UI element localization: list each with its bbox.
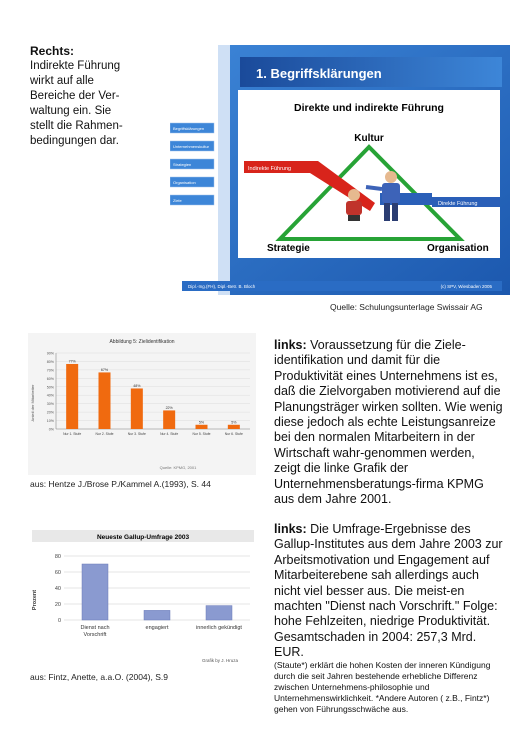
chart1-ylabel: Anteil der Mitarbeiter <box>30 384 35 422</box>
links1-label: links: <box>274 338 307 352</box>
chart1-category-label: Nur 4. Stufe <box>160 432 179 436</box>
left-caption-line: Bereiche der Ver- <box>30 90 120 102</box>
chart2-frame <box>28 528 258 666</box>
chart2-bar <box>82 564 108 620</box>
chart1-category-label: Nur 1. Stufe <box>63 432 82 436</box>
chart1-value-label: 67% <box>100 367 109 372</box>
label-organisation: Organisation <box>427 243 489 254</box>
presentation-slide <box>170 45 510 295</box>
chart2-ytick: 40 <box>54 586 61 592</box>
chart1-ytick: 0% <box>48 427 54 432</box>
chart1-ytick: 20% <box>46 410 54 415</box>
chart2-title: Neueste Gallup-Umfrage 2003 <box>96 534 190 541</box>
slide-menu-item: Strategien <box>173 162 192 167</box>
left-caption-line: bedingungen dar. <box>30 135 119 147</box>
slide-left-margin <box>170 45 218 295</box>
slide-title: 1. Begriffsklärungen <box>256 66 382 81</box>
chart2-ytick: 80 <box>54 554 61 560</box>
left-caption-line: wirkt auf alle <box>30 75 94 87</box>
chart1-bar <box>66 364 78 429</box>
chart1-value-label: 77% <box>68 359 76 364</box>
slide-left-strip <box>218 45 230 295</box>
slide-footer-left: Dipl.-Ing.(FH), Dipl.-Betr. B. Bloch <box>188 284 256 289</box>
chart2-ytick: 0 <box>57 618 61 624</box>
text-block-links-2 <box>274 522 504 661</box>
chart1-value-label: 5% <box>231 420 237 425</box>
chart2-ytick: 20 <box>54 602 61 608</box>
footnote-text: (Staute*) erklärt die hohen Kosten der inneren Kündigung durch die seit Jahren bestehende erhebliche Differenz zwischen Unternehmens-philosophie und Unternehmenswirklichkeit. *Andere Autoren ( z.B., Fintz*) gehen von Führungsschwäche aus. <box>274 660 491 714</box>
links1-body: Voraussetzung für die Ziele-identifikation und damit für die Produktivität eines Unternehmens ist es, daß die Zielvorgaben motivierend auf die Planungsträger wirken sollten. Wie wenig diese jedoch als echte Leistungsanreize bei den normalen Mitarbeitern in der Wirtschaft wahr-genommen werden, zeigt die linke Grafik der Unternehmensberatungs-firma KPMG aus dem Jahre 2001. <box>274 338 503 507</box>
direkte-label: Direkte Führung <box>438 201 478 207</box>
chart2-category-label: innerlich gekündigt <box>196 625 242 631</box>
slide-menu-item: Unternehmenskultur <box>173 144 210 149</box>
links2-body: Die Umfrage-Ergebnisse des Gallup-Institutes aus dem Jahre 2003 zur Arbeitsmotivation und Engagement auf Mitarbeiterebene sah allerdings auch nicht viel besser aus. Die meist-en machten "Dienst nach Vorschrift." Folge: hohe Fehlzeiten, niedrige Produktivität. Gesamtschaden in 2004: 257,3 Mrd. EUR. <box>274 522 503 660</box>
chart1-value-label: 5% <box>198 420 205 425</box>
chart1-value-label: 48% <box>133 383 141 388</box>
slide-menu-item: Ziele <box>173 198 182 203</box>
chart1-ytick: 50% <box>46 385 54 390</box>
slide-footer-right: (c) SPV, Wiesbaden 2005 <box>440 284 492 289</box>
chart1-category-label: Nur 2. Stufe <box>95 432 114 436</box>
chart2-category-label: Vorschrift <box>83 632 107 638</box>
chart-gallup <box>28 528 258 666</box>
left-caption <box>30 44 150 149</box>
label-kultur: Kultur <box>354 133 384 144</box>
left-caption-line: stellt die Rahmen- <box>30 120 123 132</box>
chart1-ytick: 90% <box>46 351 54 356</box>
chart1-ytick: 40% <box>46 393 54 398</box>
slide-content-panel <box>238 90 500 258</box>
chart1-ytick: 60% <box>46 376 54 381</box>
chart2-bar <box>144 610 170 620</box>
chart1-value-label: 22% <box>165 405 173 410</box>
chart1-bar <box>131 388 143 429</box>
chart1-ytick: 30% <box>46 402 54 407</box>
chart1-ytick: 80% <box>46 359 54 364</box>
indirekte-label: Indirekte Führung <box>248 166 292 172</box>
chart2-ytick: 60 <box>54 570 61 576</box>
chart1-ytick: 10% <box>46 419 54 424</box>
chart2-category-label: Dienst nach <box>80 625 110 631</box>
chart2-caption: aus: Fintz, Anette, a.a.O. (2004), S.9 <box>30 672 168 682</box>
chart2-bar <box>206 606 232 620</box>
chart1-bar <box>99 372 111 429</box>
chart1-category-label: Nur 3. Stufe <box>127 432 146 436</box>
chart-zielidentifikation <box>28 333 256 475</box>
left-caption-line: Indirekte Führung <box>30 60 121 72</box>
label-strategie: Strategie <box>267 243 310 254</box>
chart2-footnote: Grafik by J. Hruza <box>201 658 238 663</box>
chart1-bar <box>196 425 208 429</box>
slide-menu-item: Organisation <box>173 180 196 185</box>
left-caption-line: waltung ein. Sie <box>30 105 112 117</box>
chart1-ytick: 70% <box>46 368 54 373</box>
chart1-caption: aus: Hentze J./Brose P./Kammel A.(1993), S. 44 <box>30 479 211 489</box>
text-block-links-1 <box>274 338 504 507</box>
links2-label: links: <box>274 522 307 536</box>
left-caption-heading: Rechts: <box>30 44 75 58</box>
slide-source: Quelle: Schulungsunterlage Swissair AG <box>330 302 483 312</box>
chart1-footnote: Quelle: KPMG, 2001 <box>159 465 197 470</box>
slide-subtitle: Direkte und indirekte Führung <box>294 102 444 114</box>
chart1-title: Abbildung 5: Zielidentifikation <box>109 339 175 345</box>
slide-menu-item: Begriffsklärungen <box>173 126 205 131</box>
chart2-category-label: engagiert <box>145 625 169 631</box>
chart1-category-label: Nur 5. Stufe <box>192 432 211 436</box>
chart2-ylabel: Prozent <box>32 589 38 611</box>
chart1-category-label: Nur 6. Stufe <box>224 432 243 436</box>
chart1-bar <box>163 410 175 429</box>
chart1-bar <box>228 425 240 429</box>
